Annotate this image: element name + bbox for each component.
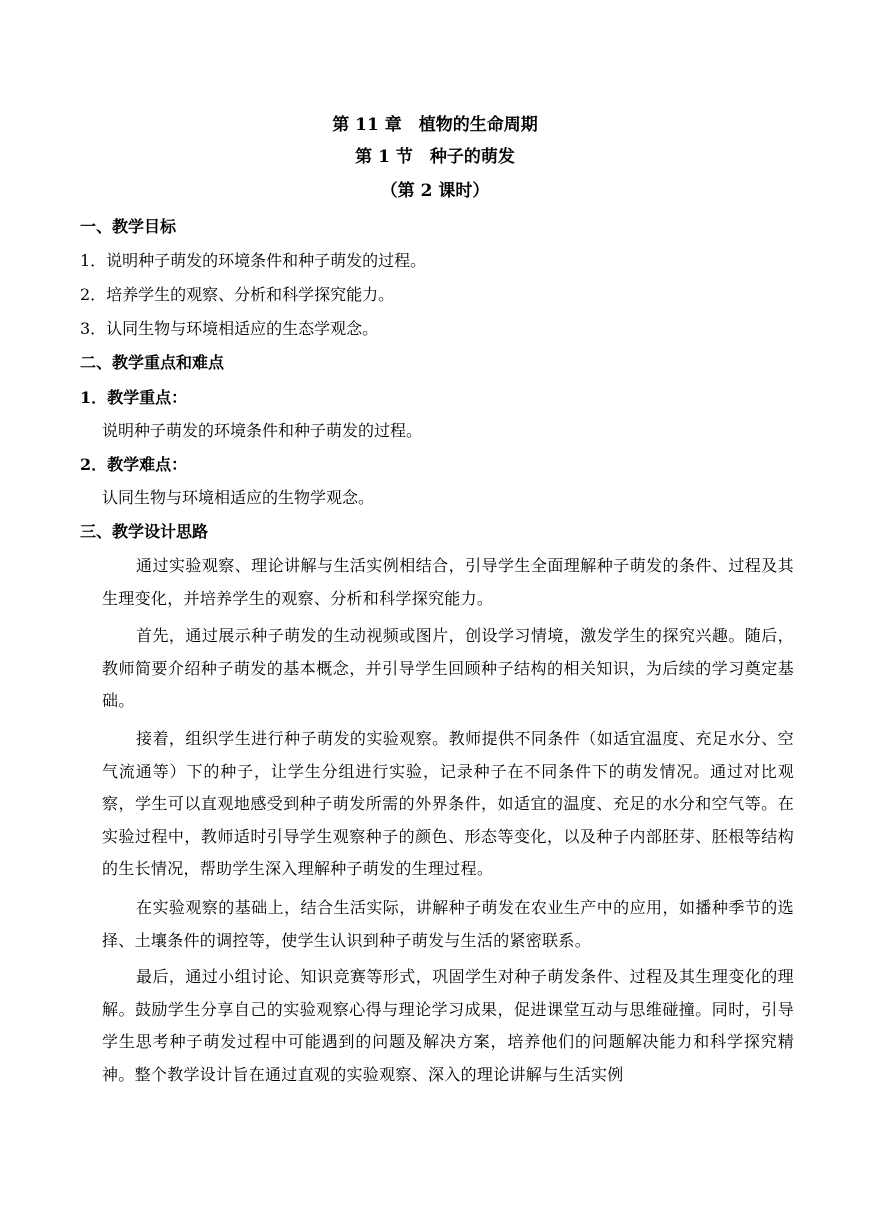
design-paragraph-2: 首先，通过展示种子萌发的生动视频或图片，创设学习情境，激发学生的探究兴趣。随后，教师简要介绍种子萌发的基本概念，并引导学生回顾种子结构的相关知识，为后续的学习奠定基础。: [102, 626, 794, 710]
objective-item-1: 1．说明种子萌发的环境条件和种子萌发的过程。: [80, 251, 427, 270]
chapter-title: 第 11 章 植物的生命周期: [332, 115, 538, 135]
design-heading: 三、教学设计思路: [80, 522, 209, 541]
lesson-subtitle: （第 2 课时）: [380, 181, 490, 201]
difficulty-label: 2．教学难点：: [80, 455, 188, 474]
section-title: 第 1 节 种子的萌发: [355, 147, 515, 167]
design-paragraph-1: 通过实验观察、理论讲解与生活实例相结合，引导学生全面理解种子萌发的条件、过程及其生理变化，并培养学生的观察、分析和科学探究能力。: [102, 556, 794, 608]
design-paragraph-3: 接着，组织学生进行种子萌发的实验观察。教师提供不同条件（如适宜温度、充足水分、空气流通等）下的种子，让学生分组进行实验，记录种子在不同条件下的萌发情况。通过对比观察，学生可以直观地感受到种子萌发所需的外界条件，如适宜的温度、充足的水分和空气等。在实验过程中，教师适时引导学生观察种子的颜色、形态等变化，以及种子内部胚芽、胚根等结构的生长情况，帮助学生深入理解种子萌发的生理过程。: [102, 729, 794, 878]
difficulty-text: 认同生物与环境相适应的生物学观念。: [102, 488, 375, 507]
objective-item-2: 2．培养学生的观察、分析和科学探究能力。: [80, 285, 395, 304]
focus-label: 1．教学重点：: [80, 388, 188, 407]
design-paragraph-4: 在实验观察的基础上，结合生活实际，讲解种子萌发在农业生产中的应用，如播种季节的选择、土壤条件的调控等，使学生认识到种子萌发与生活的紧密联系。: [102, 898, 794, 950]
key-points-heading: 二、教学重点和难点: [80, 353, 225, 372]
design-paragraph-5: 最后，通过小组讨论、知识竞赛等形式，巩固学生对种子萌发条件、过程及其生理变化的理解。鼓励学生分享自己的实验观察心得与理论学习成果，促进课堂互动与思维碰撞。同时，引导学生思考种子萌发过程中可能遇到的问题及解决方案，培养他们的问题解决能力和科学探究精神。整个教学设计旨在通过直观的实验观察、深入的理论讲解与生活实例: [102, 967, 794, 1084]
objectives-heading: 一、教学目标: [80, 217, 177, 236]
focus-text: 说明种子萌发的环境条件和种子萌发的过程。: [102, 421, 423, 440]
objective-item-3: 3．认同生物与环境相适应的生态学观念。: [80, 319, 379, 338]
